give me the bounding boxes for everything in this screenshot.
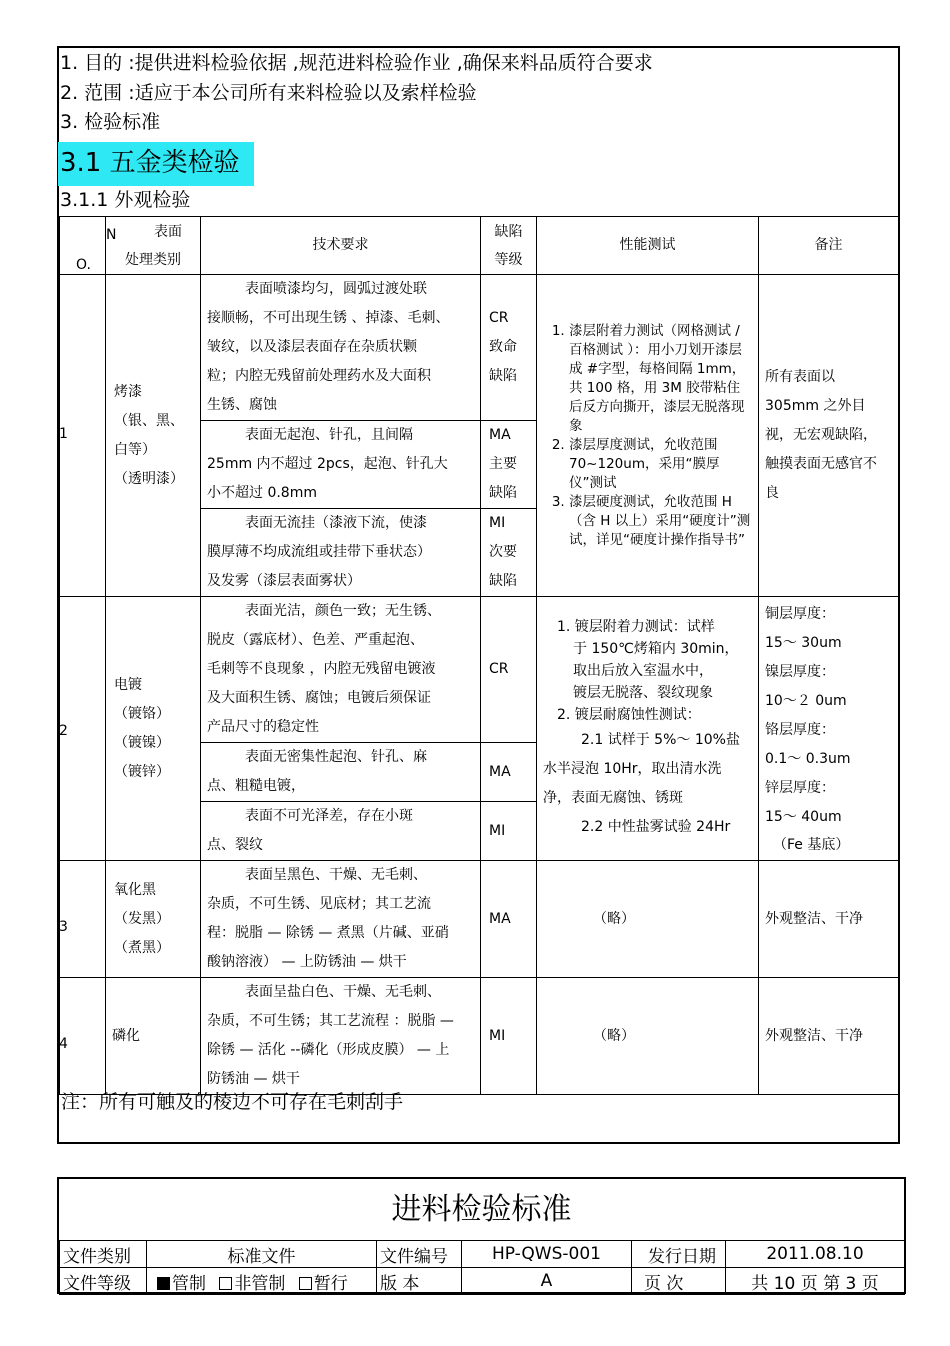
scope-line: 2. 范围 :适应于本公司所有来料检验以及索样检验 bbox=[60, 82, 477, 104]
level-option-controlled: 管制 bbox=[172, 1273, 206, 1294]
tech-requirement: 表面喷漆均匀，圆弧过渡处联 接顺畅，不可出现生锈 、掉漆、毛刺、 皱纹，以及漆层表面存在杂质状颗 粒；内腔无残留前处理药水及大面积 生锈、腐蚀 bbox=[201, 275, 481, 421]
defect-grade: MA bbox=[481, 743, 537, 802]
tech-requirement: 表面无起泡、针孔，且间隔 25mm 内不超过 2pcs，起泡、针孔大 小不超过 0.8mm bbox=[201, 421, 481, 509]
section-title-highlight bbox=[58, 142, 254, 186]
section-title: 3.1 五金类检验 bbox=[60, 148, 240, 178]
tech-requirement: 表面无密集性起泡、针孔、麻 点、粗糙电镀， bbox=[201, 743, 481, 802]
table-header-row bbox=[60, 217, 899, 275]
table-row bbox=[60, 861, 899, 978]
row-no: 3 bbox=[60, 861, 106, 978]
version-label: 版 本 bbox=[377, 1268, 462, 1295]
header-perf: 性能测试 bbox=[537, 217, 759, 275]
surface-cell: 磷化 bbox=[106, 978, 201, 1095]
row-no: 4 bbox=[60, 978, 106, 1095]
level-option-temporary: 暂行 bbox=[313, 1273, 348, 1294]
performance-test: （略） bbox=[537, 978, 759, 1095]
purpose-line: 1. 目的 :提供进料检验依据 ,规范进料检验作业 ,确保来料品质符合要求 bbox=[60, 52, 653, 74]
row-no: 1 bbox=[60, 275, 106, 597]
issue-date-label: 发行日期 bbox=[632, 1241, 726, 1268]
header-no: N O. bbox=[60, 217, 106, 275]
header-remarks: 备注 bbox=[759, 217, 899, 275]
doc-type-label: 文件类别 bbox=[60, 1241, 147, 1268]
checkbox-empty-icon[interactable] bbox=[299, 1277, 312, 1290]
page-value: 共 10 页 第 3 页 bbox=[726, 1268, 905, 1295]
footer-block bbox=[57, 1177, 906, 1294]
version-value: A bbox=[462, 1268, 632, 1295]
table-row bbox=[60, 597, 899, 743]
performance-test: 1. 镀层附着力测试：试样 于 150℃烤箱内 30min， 取出后放入室温水中， 镀层无脱落、裂纹现象 2. 镀层耐腐蚀性测试： 2.1 试样于 5%～ 10%盐 水半浸泡 10Hr，取出清水洗 净，表面无腐蚀、锈斑 2.2 中性盐雾试验 24Hr bbox=[537, 597, 759, 861]
table-row bbox=[60, 978, 899, 1095]
defect-grade: MI bbox=[481, 978, 537, 1095]
tech-requirement: 表面光洁，颜色一致；无生锈、 脱皮（露底材）、色差、严重起泡、 毛刺等不良现象 ，内腔无残留电镀液 及大面积生锈、腐蚀；电镀后须保证 产品尺寸的稳定性 bbox=[201, 597, 481, 743]
issue-date-value: 2011.08.10 bbox=[726, 1241, 905, 1268]
inspection-table bbox=[59, 216, 899, 1095]
defect-grade: CR 致命 缺陷 bbox=[481, 275, 537, 421]
level-options bbox=[147, 1268, 377, 1295]
checkbox-checked-icon[interactable] bbox=[157, 1277, 170, 1290]
footer-row bbox=[60, 1268, 905, 1295]
remarks-cell: 外观整洁、干净 bbox=[759, 978, 899, 1095]
surface-cell: 烤漆 （银、黑、 白等） （透明漆） bbox=[106, 275, 201, 597]
footer-table bbox=[59, 1240, 905, 1295]
defect-grade: MI bbox=[481, 802, 537, 861]
level-label: 文件等级 bbox=[60, 1268, 147, 1295]
checkbox-empty-icon[interactable] bbox=[219, 1277, 232, 1290]
edge-note: 注：所有可触及的棱边不可存在毛刺刮手 bbox=[61, 1091, 404, 1113]
defect-grade: MA 主要 缺陷 bbox=[481, 421, 537, 509]
footer-row bbox=[60, 1241, 905, 1268]
remarks-cell: 所有表面以 305mm 之外目 视，无宏观缺陷， 触摸表面无感官不 良 bbox=[759, 275, 899, 597]
footer-title: 进料检验标准 bbox=[391, 1192, 572, 1227]
surface-cell: 氧化黑 （发黑） （煮黑） bbox=[106, 861, 201, 978]
tech-requirement: 表面呈黑色、干燥、无毛刺、 杂质，不可生锈、见底材；其工艺流 程：脱脂 — 除锈 — 煮黑（片碱、亚硝 酸钠溶液） — 上防锈油 — 烘干 bbox=[201, 861, 481, 978]
doc-no-value: HP-QWS-001 bbox=[462, 1241, 632, 1268]
defect-grade: MI 次要 缺陷 bbox=[481, 509, 537, 597]
surface-cell: 电镀 （镀铬） （镀镍） （镀锌） bbox=[106, 597, 201, 861]
doc-type-value: 标准文件 bbox=[147, 1241, 377, 1268]
subsection-title: 3.1.1 外观检验 bbox=[60, 189, 191, 211]
doc-no-label: 文件编号 bbox=[377, 1241, 462, 1268]
standard-line: 3. 检验标准 bbox=[60, 111, 161, 133]
remarks-cell: 铜层厚度： 15～ 30um 镍层厚度： 10～２ 0um 铬层厚度： 0.1～ 0.3um 锌层厚度： 15～ 40um （Fe 基底） bbox=[759, 597, 899, 861]
header-tech: 技术要求 bbox=[201, 217, 481, 275]
performance-test: （略） bbox=[537, 861, 759, 978]
header-surface: 表面 处理类别 bbox=[106, 217, 201, 275]
header-defect: 缺陷 等级 bbox=[481, 217, 537, 275]
tech-requirement: 表面无流挂（漆液下流，使漆 膜厚薄不均成流组或挂带下垂状态） 及发雾（漆层表面雾状） bbox=[201, 509, 481, 597]
page-label: 页 次 bbox=[632, 1268, 726, 1295]
tech-requirement: 表面呈盐白色、干燥、无毛刺、 杂质，不可生锈；其工艺流程 ：脱脂 — 除锈 — 活化 --磷化（形成皮膜） — 上 防锈油 — 烘干 bbox=[201, 978, 481, 1095]
performance-test: 1. 漆层附着力测试（网格测试 /百格测试 ）：用小刀划开漆层成 #字型，每格间隔 1mm，共 100 格，用 3M 胶带粘住后反方向撕开，漆层无脱落现象 2. 漆层厚度测试，允收范围 70~120um，采用“膜厚仪”测试 3. 漆层硬度测试，允收范围 H（含 H 以上）采用“硬度计”测试，详见“硬度计操作指导书” bbox=[537, 275, 759, 597]
defect-grade: CR bbox=[481, 597, 537, 743]
row-no: 2 bbox=[60, 597, 106, 861]
table-row bbox=[60, 275, 899, 421]
level-option-uncontrolled: 非管制 bbox=[234, 1273, 286, 1294]
tech-requirement: 表面不可光泽差，存在小斑 点、裂纹 bbox=[201, 802, 481, 861]
defect-grade: MA bbox=[481, 861, 537, 978]
remarks-cell: 外观整洁、干净 bbox=[759, 861, 899, 978]
